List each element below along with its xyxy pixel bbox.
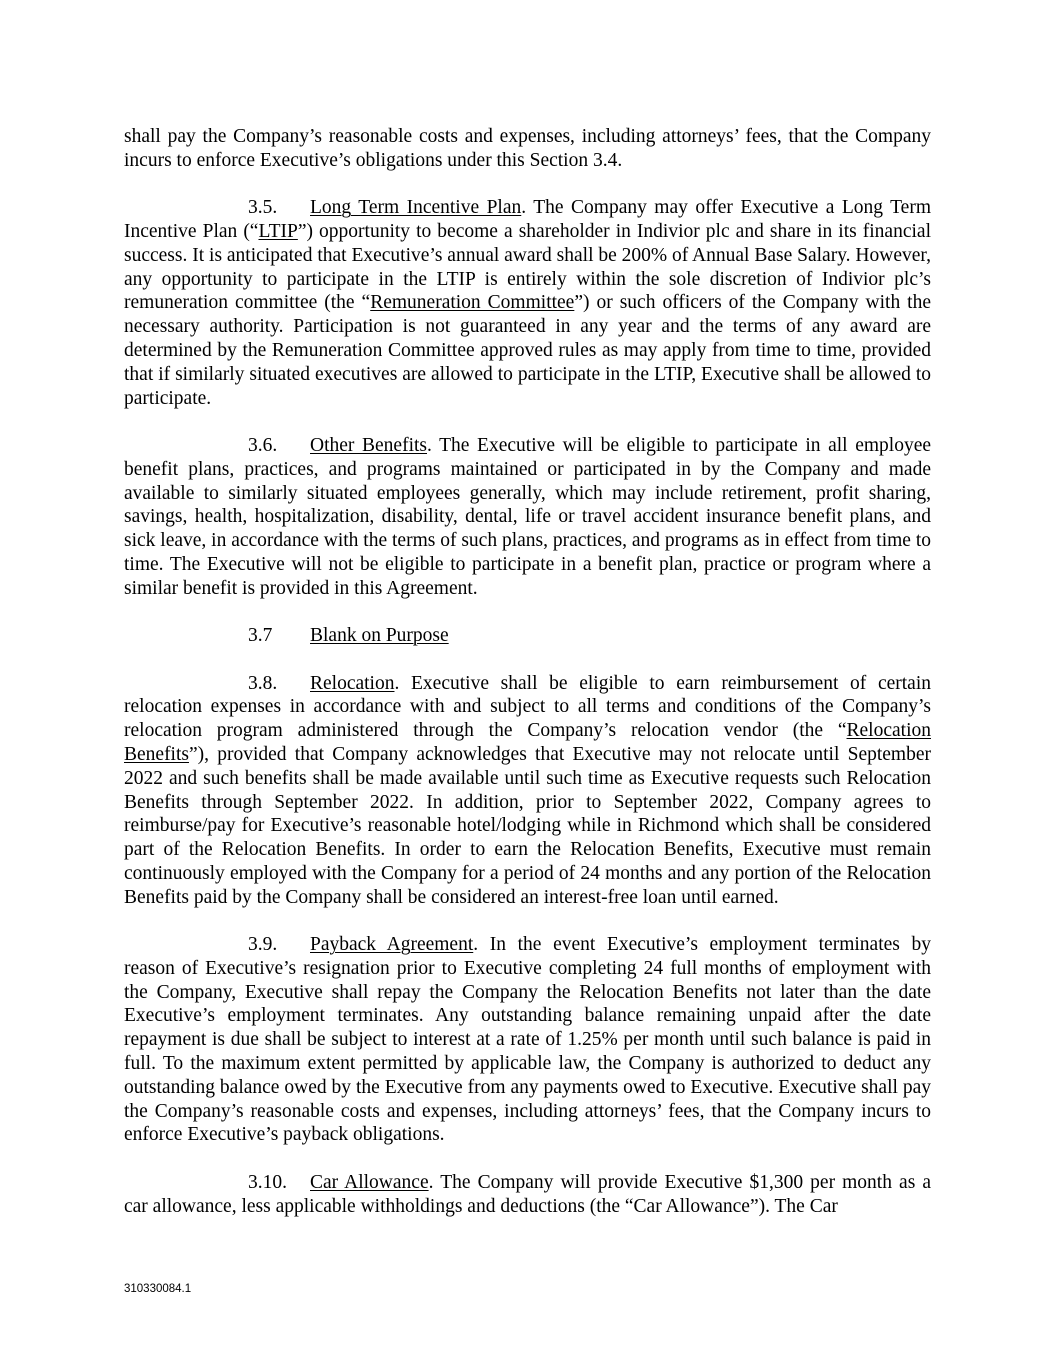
- section-heading: Payback Agreement: [310, 934, 474, 956]
- section-number: 3.10.: [248, 1171, 287, 1193]
- footer-document-id: 310330084.1: [124, 1283, 192, 1295]
- section-text: . The Executive will be eligible to participate in all employee benefit plans, practices, and programs maintained or participated in by the Company and made available to similarly situated employees generally, which may include retirement, profit sharing, savings, health, hospitalization, disability, dental, life or travel accident insurance benefit plans, and sick leave, in accordance with the terms of such plans, practices, and programs as in effect from time to time. The Executive will not be eligible to participate in a benefit plan, practice or program where a similar benefit is provided in this Agreement.: [124, 434, 931, 599]
- section-heading: Car Allowance: [310, 1171, 429, 1193]
- section-number: 3.9.: [248, 934, 278, 956]
- section-text: . Executive shall be eligible to earn reimbursement of certain relocation expenses in accordance with and subject to all terms and conditions of the Company’s relocation program administered through the Company’s relocation vendor (the “: [124, 672, 931, 742]
- section-text: . The Company may offer Executive a Long Term Incentive Plan (“: [124, 197, 931, 242]
- section-text: . The Company will provide Executive $1,300 per month as a car allowance, less applicable withholdings and deductions (the “Car Allowance”). The Car: [124, 1171, 931, 1217]
- defined-term-ltip: LTIP: [258, 220, 298, 242]
- document-page: [124, 125, 931, 1242]
- section-heading: Relocation: [310, 672, 395, 694]
- paragraph-text: shall pay the Company’s reasonable costs and expenses, including attorneys’ fees, that the Company incurs to enforce Executive’s obligations under this Section 3.4.: [124, 126, 931, 171]
- section-text: . In the event Executive’s employment terminates by reason of Executive’s resignation prior to Executive completing 24 full months of employment with the Company, Executive shall repay the Company the Relocation Benefits not later than the date Executive’s employment terminates. Any outstanding balance remaining unpaid after the date repayment is due shall be subject to interest at a rate of 1.25% per month until such balance is paid in full. To the maximum extent permitted by applicable law, the Company is authorized to deduct any outstanding balance owed by the Executive from any payments owed to Executive. Executive shall pay the Company’s reasonable costs and expenses, including attorneys’ fees, that the Company incurs to enforce Executive’s payback obligations.: [124, 934, 931, 1146]
- section-heading: Blank on Purpose: [310, 625, 449, 647]
- section-3-7: [124, 624, 931, 648]
- section-heading: Long Term Incentive Plan: [310, 197, 522, 219]
- section-3-6: [124, 434, 931, 601]
- section-number: 3.6.: [248, 434, 278, 456]
- section-number: 3.5.: [248, 197, 278, 219]
- section-number: 3.8.: [248, 672, 278, 694]
- section-3-9: [124, 933, 931, 1147]
- section-text: ”), provided that Company acknowledges that Executive may not relocate until September 2022 and such benefits shall be made available until such time as Executive requests such Relocation Benefits through September 2022. In addition, prior to September 2022, Company agrees to reimburse/pay for Executive’s reasonable hotel/lodging while in Richmond which shall be considered part of the Relocation Benefits. In order to earn the Relocation Benefits, Executive must remain continuously employed with the Company for a period of 24 months and any portion of the Relocation Benefits paid by the Company shall be considered an interest-free loan until earned.: [124, 743, 931, 908]
- section-3-8: [124, 672, 931, 910]
- section-3-5: [124, 196, 931, 410]
- paragraph-intro: [124, 125, 931, 173]
- section-number: 3.7: [248, 625, 273, 647]
- section-3-10: [124, 1171, 931, 1219]
- section-heading: Other Benefits: [310, 434, 427, 456]
- defined-term-relocation-benefits: Relocation Benefits: [124, 720, 931, 765]
- defined-term-remuneration-committee: Remuneration Committee: [370, 292, 575, 314]
- section-text: ”) or such officers of the Company with the necessary authority. Participation is not guaranteed in any year and the terms of any award are determined by the Remuneration Committee approved rules as may apply from time to time, provided that if similarly situated executives are allowed to participate in the LTIP, Executive shall be allowed to participate.: [124, 292, 932, 409]
- section-text: ”) opportunity to become a shareholder in Indivior plc and share in its financial success. It is anticipated that Executive’s annual award shall be 200% of Annual Base Salary. However, any opportunity to participate in the LTIP is entirely within the sole discretion of Indivior plc’s remuneration committee (the “: [124, 220, 931, 314]
